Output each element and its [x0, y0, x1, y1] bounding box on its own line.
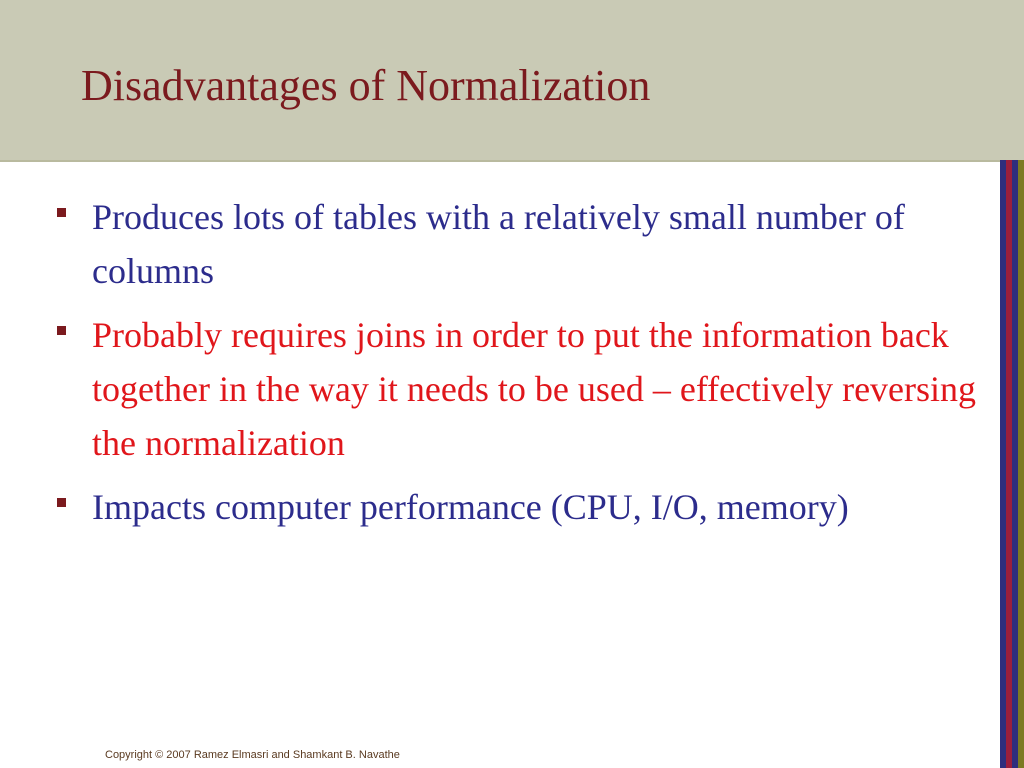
- side-stripes: [1000, 160, 1024, 768]
- side-stripe-4: [1018, 160, 1024, 768]
- bullet-list: [52, 190, 987, 544]
- bullet-item: [52, 480, 987, 534]
- bullet-text: Impacts computer performance (CPU, I/O, memory): [92, 487, 849, 527]
- bullet-item: [52, 308, 987, 470]
- bullet-text: Produces lots of tables with a relatively small number of columns: [92, 197, 905, 291]
- header-divider: [0, 160, 1000, 162]
- bullet-item: [52, 190, 987, 298]
- square-bullet-icon: [57, 208, 66, 217]
- slide-title: Disadvantages of Normalization: [81, 61, 651, 110]
- square-bullet-icon: [57, 326, 66, 335]
- square-bullet-icon: [57, 498, 66, 507]
- bullet-text: Probably requires joins in order to put the information back together in the way it needs to be used – effectively reversing the normalization: [92, 315, 977, 463]
- copyright-footer: Copyright © 2007 Ramez Elmasri and Shamkant B. Navathe: [105, 749, 400, 761]
